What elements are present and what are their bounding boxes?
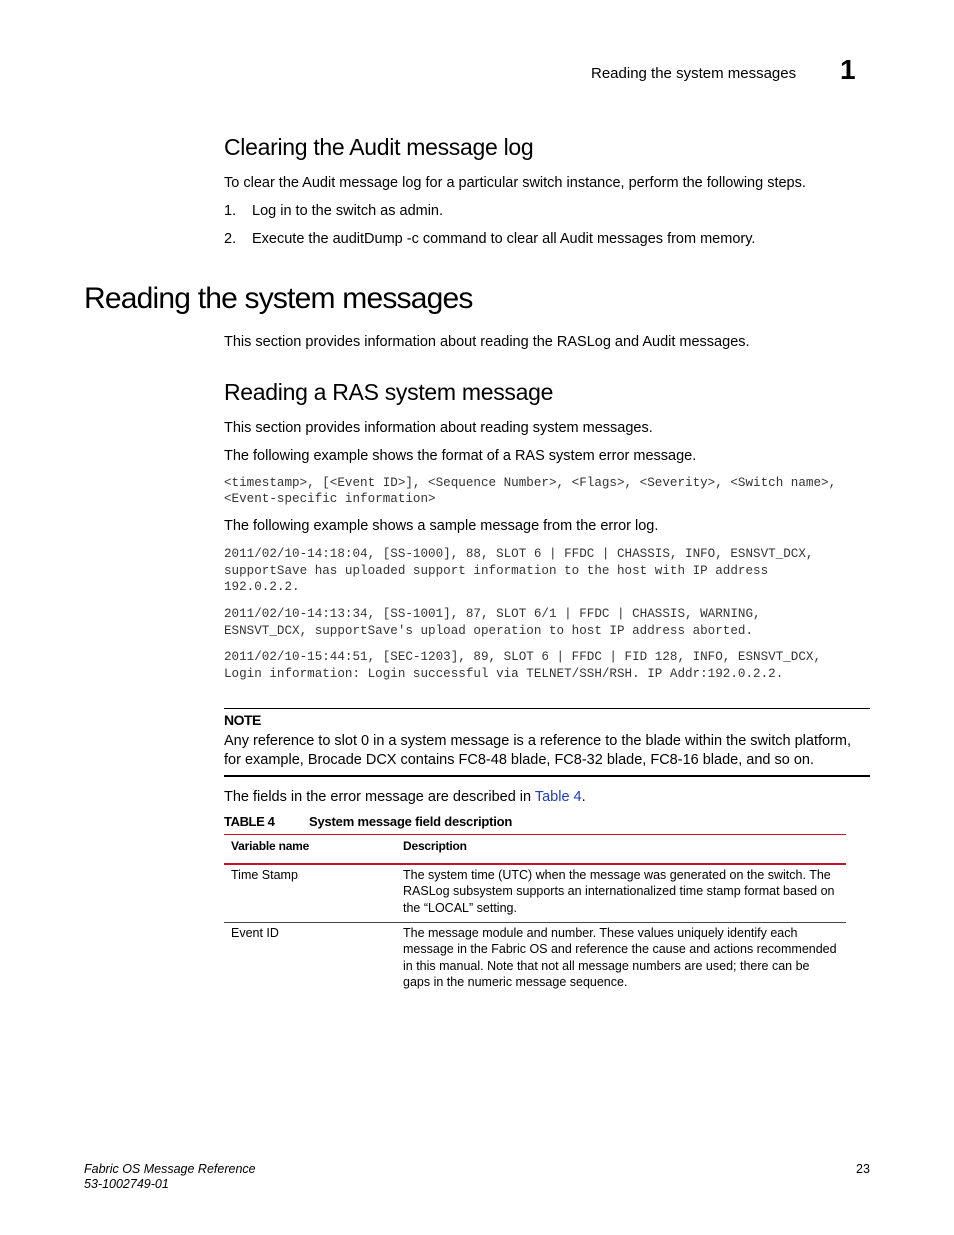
note-text-line-1: Any reference to slot 0 in a system message is a reference to the blade within the switch platform,: [224, 733, 852, 749]
table-label: TABLE 4: [224, 814, 275, 829]
table-caption: System message field description: [309, 814, 513, 829]
footer-doc-title: Fabric OS Message Reference: [84, 1162, 256, 1176]
table-cell-variable-name: Event ID: [231, 926, 279, 940]
ras-paragraph-1: This section provides information about reading system messages.: [224, 420, 653, 436]
footer-page-number: 23: [856, 1162, 870, 1176]
description-line: gaps in the numeric message sequence.: [403, 974, 628, 989]
step-text: Log in to the switch as admin.: [252, 203, 444, 219]
table-header-description: Description: [403, 839, 467, 853]
step-number: 2.: [224, 231, 237, 247]
example-code-block-1: [224, 546, 813, 596]
table-row: [224, 867, 846, 922]
code-line: 192.0.2.2.: [224, 580, 300, 594]
step-number: 1.: [224, 203, 237, 219]
description-line: the “LOCAL” setting.: [403, 900, 517, 915]
command-auditdump: auditDump -c: [332, 231, 419, 247]
code-line: supportSave has uploaded support information to the host with IP address: [224, 563, 769, 578]
example-code-block-2: [224, 606, 761, 639]
note-label: NOTE: [224, 712, 261, 728]
table-top-rule: [224, 834, 846, 835]
code-line: 2011/02/10-14:13:34, [SS-1001], 87, SLOT 6/1 | FFDC | CHASSIS, WARNING,: [224, 607, 761, 621]
table-cell-description: [403, 925, 837, 990]
reading-intro-paragraph: This section provides information about reading the RASLog and Audit messages.: [224, 334, 750, 350]
chapter-number: 1: [840, 54, 856, 85]
description-line: The message module and number. These values uniquely identify each: [403, 926, 798, 940]
table-row: [224, 925, 846, 995]
fields-paragraph: [224, 788, 586, 806]
step-text: [252, 230, 755, 248]
code-line: 2011/02/10-15:44:51, [SEC-1203], 89, SLOT 6 | FFDC | FID 128, INFO, ESNSVT_DCX,: [224, 650, 822, 664]
example-code-block-3: [224, 649, 821, 682]
description-line: message in the Fabric OS and reference the cause and actions recommended: [403, 942, 837, 957]
step-text-prefix: Execute the: [252, 231, 333, 247]
table-4-link[interactable]: Table 4: [534, 789, 582, 805]
ras-paragraph-3: The following example shows a sample message from the error log.: [224, 518, 659, 534]
note-text-line-2: for example, Brocade DCX contains FC8-48 blade, FC8-32 blade, FC8-16 blade, and so on.: [224, 752, 814, 768]
note-bottom-rule: [224, 775, 870, 777]
code-line: Login information: Login successful via TELNET/SSH/RSH. IP Addr:192.0.2.2.: [224, 666, 784, 681]
description-line: in this manual. Note that not all message numbers are used; there can be: [403, 958, 810, 973]
table-cell-variable-name: Time Stamp: [231, 868, 298, 882]
format-code-line-2: <Event-specific information>: [224, 492, 436, 506]
note-top-rule: [224, 708, 870, 709]
clearing-intro-paragraph: To clear the Audit message log for a particular switch instance, perform the following steps.: [224, 175, 806, 191]
description-line: RASLog subsystem supports an internationalized time stamp format based on: [403, 884, 835, 899]
footer-doc-number: 53-1002749-01: [84, 1177, 169, 1191]
table-row-divider: [224, 922, 846, 923]
table-header-rule: [224, 863, 846, 865]
fields-paragraph-prefix: The fields in the error message are described in: [224, 789, 535, 805]
running-header-title: Reading the system messages: [591, 65, 797, 82]
format-code-line-1: <timestamp>, [<Event ID>], <Sequence Number>, <Flags>, <Severity>, <Switch name>,: [224, 476, 837, 490]
code-line: 2011/02/10-14:18:04, [SS-1000], 88, SLOT 6 | FFDC | CHASSIS, INFO, ESNSVT_DCX,: [224, 547, 814, 561]
step-item-1: [224, 202, 444, 220]
section-heading-reading-ras-message: Reading a RAS system message: [224, 379, 554, 405]
section-heading-clearing-audit-log: Clearing the Audit message log: [224, 134, 534, 160]
table-header-variable-name: Variable name: [231, 839, 310, 853]
step-item-2: [224, 230, 844, 248]
code-line: ESNSVT_DCX, supportSave's upload operation to host IP address aborted.: [224, 623, 754, 638]
fields-paragraph-suffix: .: [581, 789, 586, 805]
ras-paragraph-2: The following example shows the format of a RAS system error message.: [224, 448, 697, 464]
description-line: The system time (UTC) when the message was generated on the switch. The: [403, 868, 831, 882]
table-cell-description: [403, 867, 834, 916]
section-heading-reading-system-messages: Reading the system messages: [84, 282, 473, 315]
step-text-suffix: command to clear all Audit messages from memory.: [418, 231, 756, 247]
